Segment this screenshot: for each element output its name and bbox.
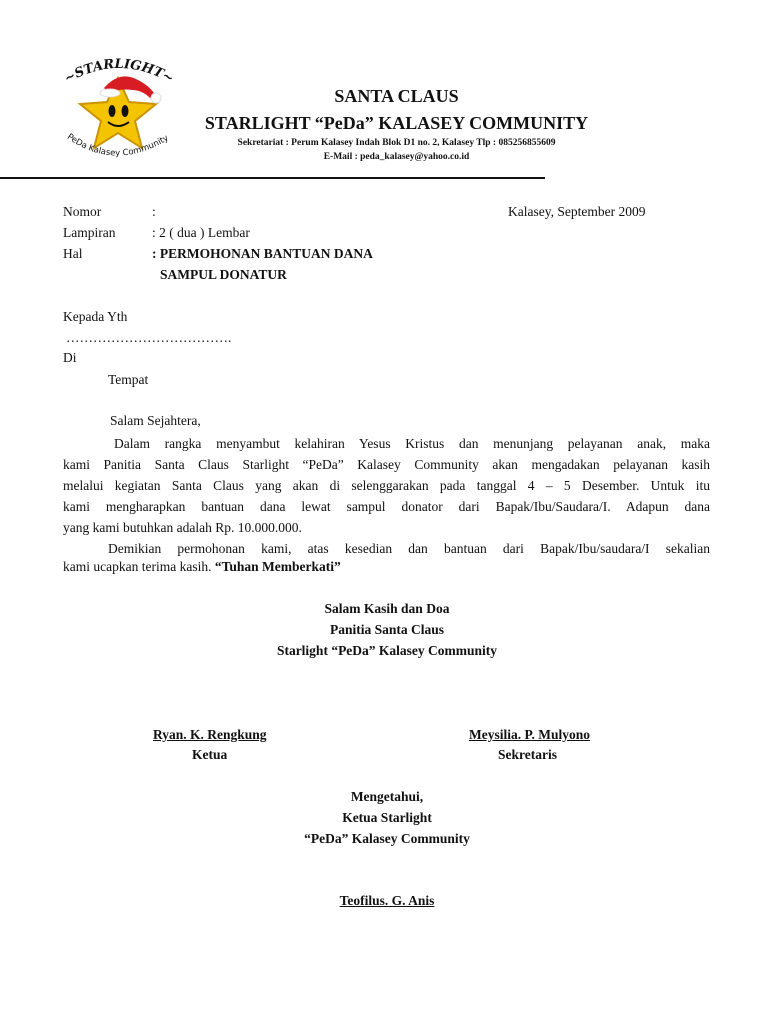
letterhead-email: E-Mail : peda_kalasey@yahoo.co.id xyxy=(323,152,470,162)
body-p2-thanks: kami ucapkan terima kasih. xyxy=(63,559,212,574)
signature-left-name: Ryan. K. Rengkung xyxy=(153,727,267,742)
body-p2-line2 xyxy=(63,559,341,575)
ack-line2: Ketua Starlight xyxy=(342,810,432,825)
body-p2-line1: Demikian permohonan kami, atas kesedian dan bantuan dari Bapak/Ibu/saudara/I sekalian xyxy=(108,541,710,556)
greeting: Salam Sejahtera, xyxy=(110,413,201,428)
nomor-label: Nomor xyxy=(63,204,102,219)
recipient-line1: Kepada Yth xyxy=(63,309,128,324)
letterhead-divider xyxy=(0,177,545,179)
lampiran-label: Lampiran xyxy=(63,225,116,240)
body-p1-line5: yang kami butuhkan adalah Rp. 10.000.000. xyxy=(63,520,302,535)
recipient-line4: Tempat xyxy=(108,372,149,387)
hal-value-line2: SAMPUL DONATUR xyxy=(160,267,287,282)
ack-line3: “PeDa” Kalasey Community xyxy=(304,831,470,846)
blessing: “Tuhan Memberkati” xyxy=(214,559,341,574)
letterhead-org-name: STARLIGHT “PeDa” KALASEY COMMUNITY xyxy=(204,113,589,133)
ack-line1: Mengetahui, xyxy=(350,789,424,804)
recipient-line2: ………………………………. xyxy=(66,330,232,345)
letterhead-address: Sekretariat : Perum Kalasey Indah Blok D1 no. 2, Kalasey Tlp : 085256855609 xyxy=(237,138,556,148)
nomor-value: : xyxy=(152,204,156,219)
logo-bottom-text: PeDa Kalasey Community xyxy=(65,131,171,159)
place-date: Kalasey, September 2009 xyxy=(508,204,646,219)
closing-line3: Starlight “PeDa” Kalasey Community xyxy=(276,643,498,658)
signature-left-role: Ketua xyxy=(192,747,228,762)
lampiran-value: : 2 ( dua ) Lembar xyxy=(152,225,250,240)
recipient-line3: Di xyxy=(63,350,77,365)
hal-label: Hal xyxy=(63,246,83,261)
body-p1-line4: kami mengharapkan bantuan dana lewat sampul donator dari Bapak/Ibu/Saudara/I. Adapun dana xyxy=(63,499,710,514)
letterhead-title: SANTA CLAUS xyxy=(334,86,459,106)
ack-name: Teofilus. G. Anis xyxy=(339,893,435,908)
closing-line2: Panitia Santa Claus xyxy=(329,622,445,637)
closing-line1: Salam Kasih dan Doa xyxy=(324,601,450,616)
body-p1-line3: melalui kegiatan Santa Claus yang akan di selenggarakan pada tanggal 4 – 5 Desember. Untuk itu xyxy=(63,478,710,493)
signature-right-role: Sekretaris xyxy=(498,747,557,762)
signature-right-name: Meysilia. P. Mulyono xyxy=(469,727,591,742)
logo-top-text: ~STARLIGHT~ xyxy=(61,56,177,87)
body-p1-line1: Dalam rangka menyambut kelahiran Yesus Kristus dan menunjang pelayanan anak, maka xyxy=(114,436,710,451)
body-p1-line2: kami Panitia Santa Claus Starlight “PeDa” Kalasey Community akan mengadakan pelayanan kasih xyxy=(63,457,710,472)
hal-value-line1: : PERMOHONAN BANTUAN DANA xyxy=(152,246,373,261)
